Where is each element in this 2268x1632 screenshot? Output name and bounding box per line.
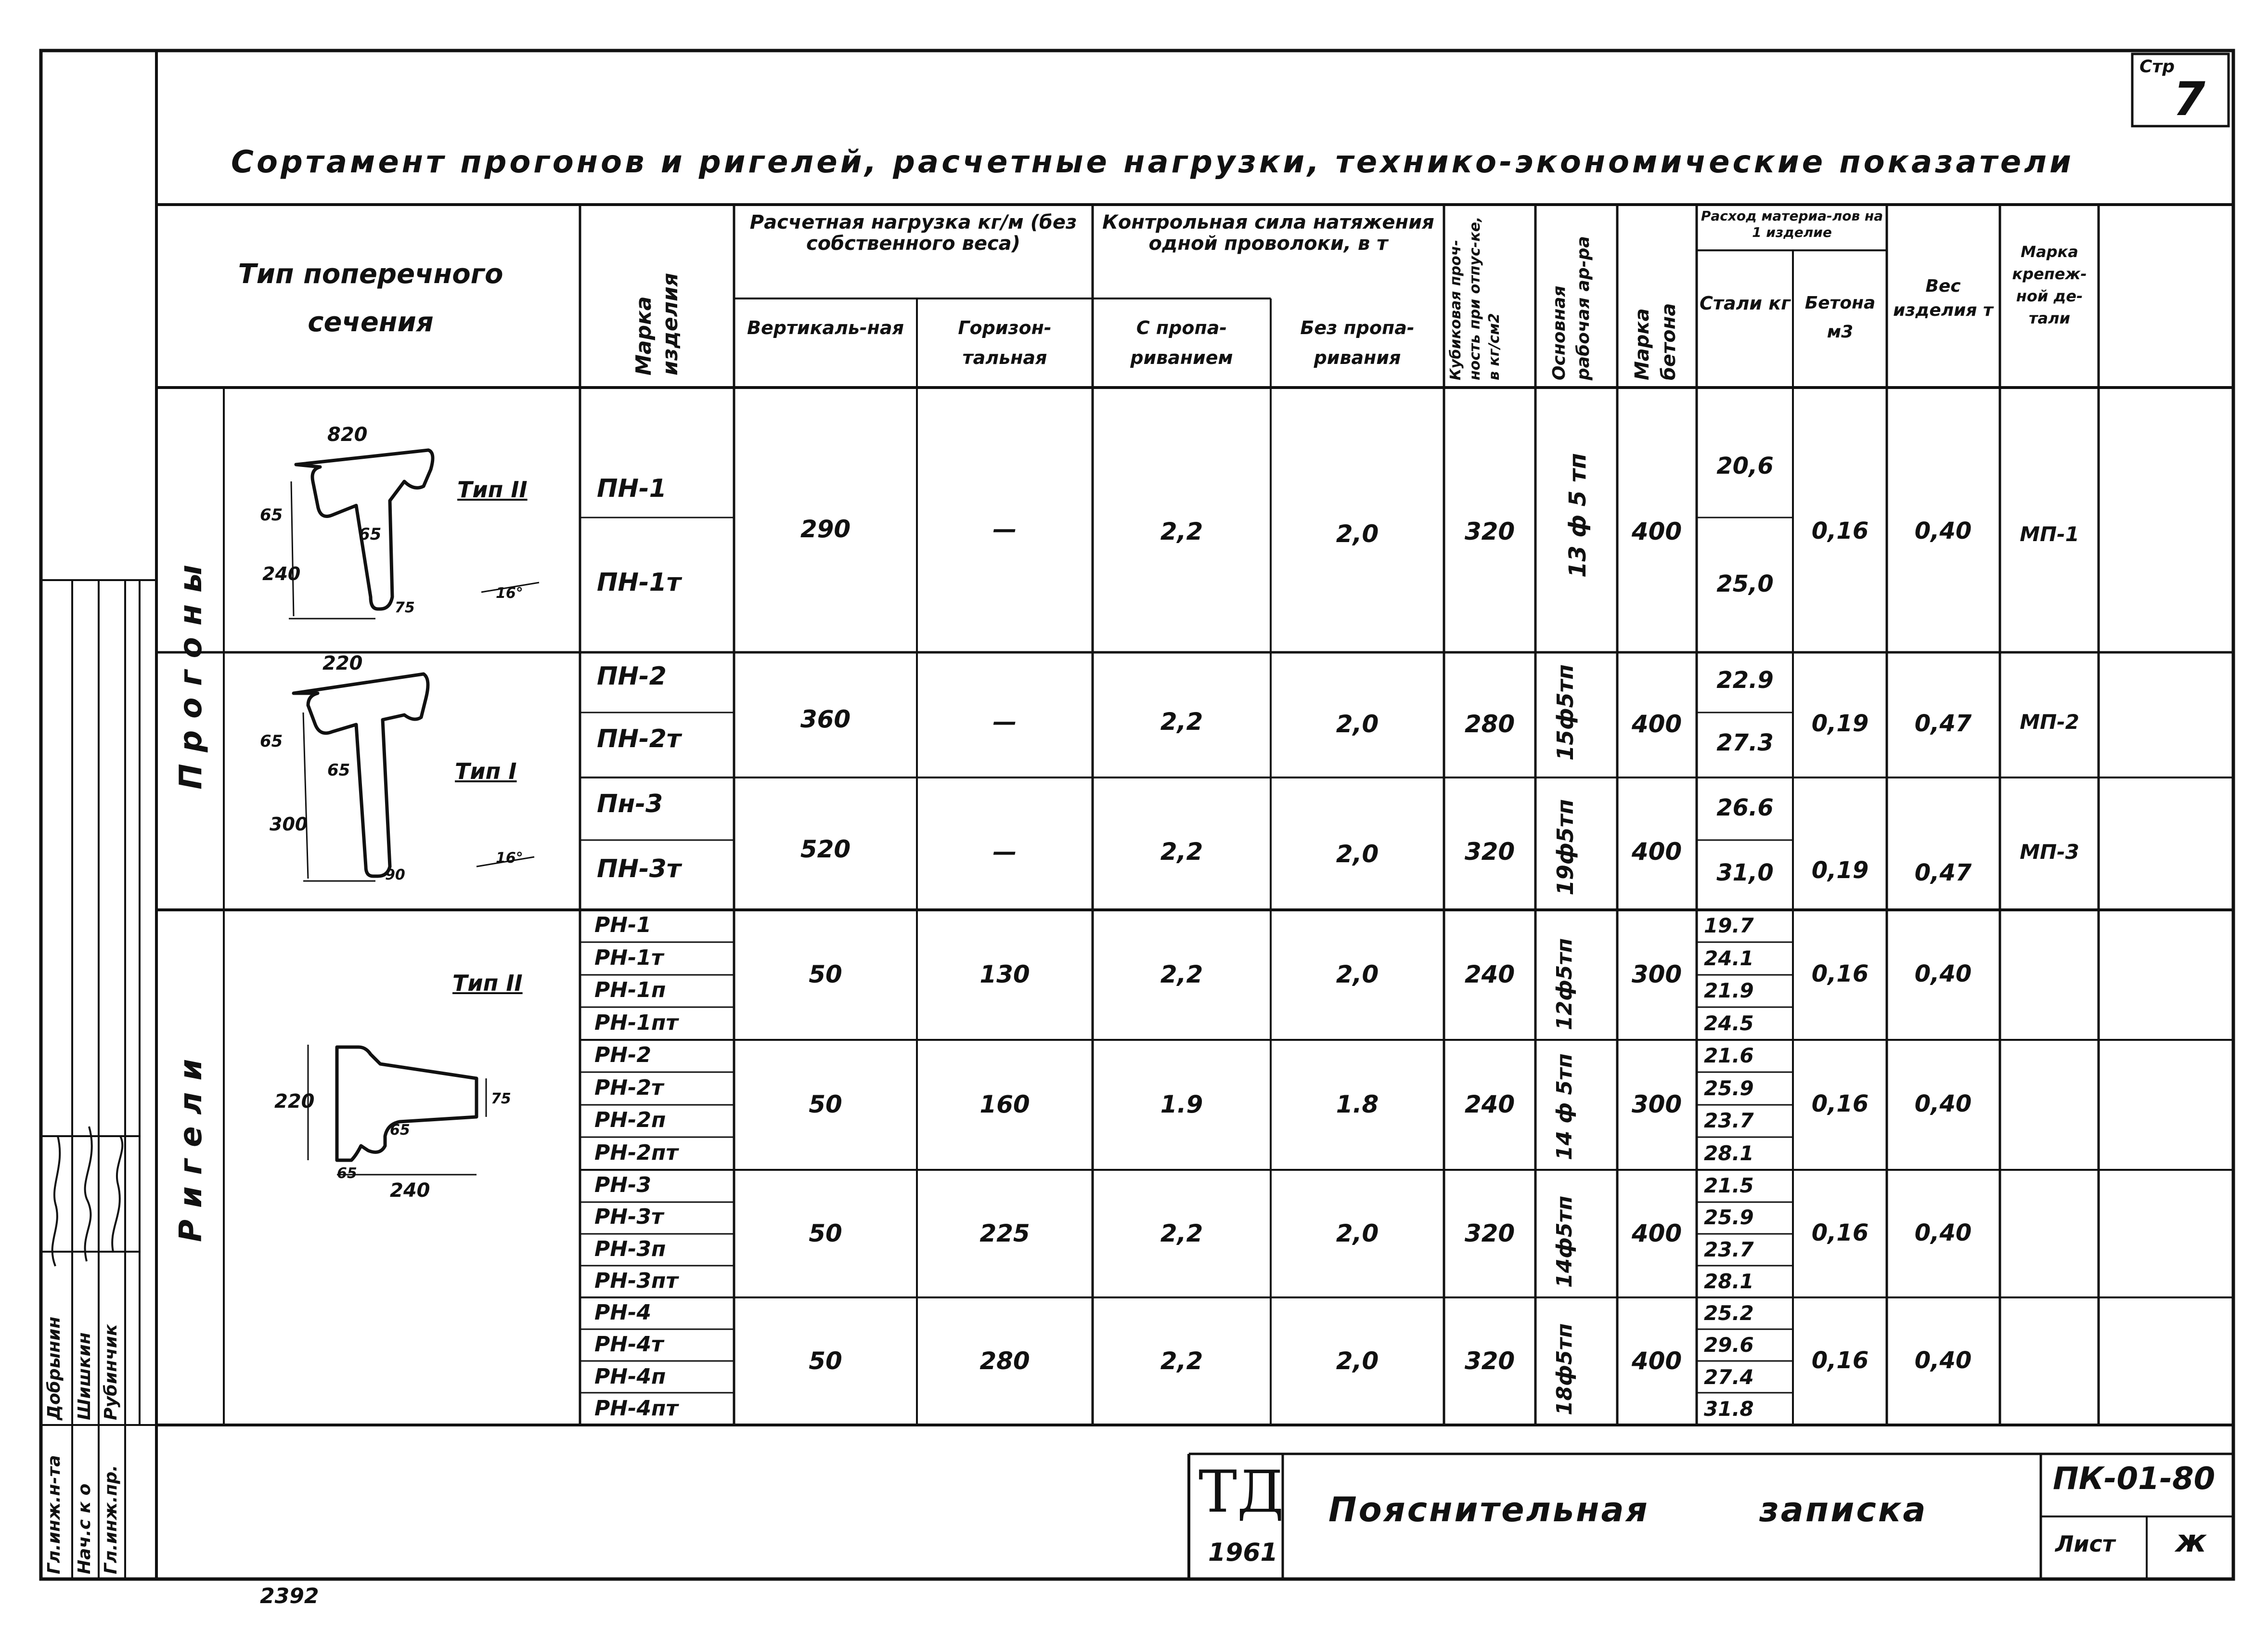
section-type-2b: Тип II — [452, 970, 523, 996]
header-materials: Расход материа-лов на 1 изделие — [1701, 208, 1883, 240]
pn3-horiz: — — [992, 838, 1017, 866]
pn2-without: 2,0 — [1336, 710, 1379, 738]
rn2-weight: 0,40 — [1914, 1090, 1972, 1117]
rn2-conc: 0,16 — [1811, 1090, 1869, 1117]
header-force-with: С пропа-риванием — [1130, 317, 1233, 368]
rn1-vert: 50 — [809, 960, 842, 988]
pn3-rebar: 19ф5тп — [1552, 799, 1578, 895]
mark-rn2-1: РН-2т — [594, 1075, 664, 1100]
pn1-cube: 320 — [1464, 518, 1515, 545]
dim-a-top: 820 — [327, 424, 368, 446]
mark-rn4-1: РН-4т — [594, 1332, 664, 1357]
section-type-1: Тип I — [455, 758, 517, 784]
rn2-vert: 50 — [809, 1090, 842, 1118]
mark-rn3-0: РН-3 — [594, 1173, 651, 1197]
pn3-without: 2,0 — [1336, 840, 1379, 868]
rn2-with: 1.9 — [1160, 1090, 1203, 1118]
mark-rn2-2: РН-2п — [594, 1108, 666, 1132]
header-concrete: Бетона м3 — [1804, 293, 1876, 342]
pn2-steel-0: 22.9 — [1716, 667, 1774, 694]
rn3-steel-1: 25.9 — [1704, 1205, 1754, 1230]
rn1-with: 2,2 — [1160, 960, 1203, 988]
stamp-role-1: Нач.с к о — [75, 1483, 94, 1574]
rn3-weight: 0,40 — [1914, 1219, 1972, 1246]
page-label: Стр — [2139, 57, 2175, 77]
rn3-steel-3: 28.1 — [1704, 1269, 1754, 1293]
rn1-rebar: 12ф5тп — [1552, 938, 1577, 1030]
mark-rn2-0: РН-2 — [594, 1043, 651, 1067]
pn1-horiz: — — [992, 515, 1017, 543]
rn4-horiz: 280 — [979, 1347, 1030, 1375]
stamp-signatures — [41, 1107, 156, 1281]
header-cube: Кубиковая проч-ность при отпус-ке, в кг/см2 — [1447, 216, 1503, 380]
rn3-cube: 320 — [1464, 1219, 1515, 1247]
rn2-rebar: 14 ф 5тп — [1552, 1053, 1577, 1160]
rn2-steel-2: 23.7 — [1704, 1109, 1754, 1132]
rn1-steel-3: 24.5 — [1704, 1011, 1754, 1035]
pn3-with: 2,2 — [1160, 838, 1203, 866]
pn1-weight: 0,40 — [1914, 518, 1972, 544]
dim-a-h: 240 — [262, 563, 301, 584]
group-purlins: Прогоны — [173, 553, 209, 790]
page-number: 7 — [2173, 72, 2205, 126]
rn1-cmark: 300 — [1631, 960, 1682, 988]
mark-rn3-2: РН-3п — [594, 1236, 666, 1261]
pn3-steel-0: 26.6 — [1716, 794, 1774, 821]
pn1-steel-0: 20,6 — [1716, 453, 1774, 479]
mark-pn3t: ПН-3т — [597, 855, 681, 883]
rn4-rebar: 18ф5тп — [1552, 1323, 1577, 1415]
title-block-sheet-label: Лист — [2055, 1531, 2115, 1557]
mark-rn1-3: РН-1пт — [594, 1010, 678, 1035]
pn2-rebar: 15ф5тп — [1552, 664, 1578, 761]
rn4-without: 2,0 — [1336, 1347, 1379, 1375]
pn1-steel-1: 25,0 — [1716, 570, 1774, 597]
mark-rn4-2: РН-4п — [594, 1364, 666, 1389]
mark-pn3: Пн-3 — [597, 790, 663, 818]
rn1-without: 2,0 — [1336, 960, 1379, 988]
rn1-steel-2: 21.9 — [1704, 979, 1754, 1002]
rn1-weight: 0,40 — [1914, 960, 1972, 987]
rn2-horiz: 160 — [979, 1090, 1030, 1118]
footer-number: 2392 — [260, 1584, 319, 1608]
dim-c-d1: 75 — [491, 1090, 511, 1107]
rn4-with: 2,2 — [1160, 1347, 1203, 1375]
pn1-vert: 290 — [800, 515, 851, 543]
mark-pn1: ПН-1 — [597, 474, 667, 503]
rn3-without: 2,0 — [1336, 1219, 1379, 1247]
rn2-steel-0: 21.6 — [1704, 1044, 1754, 1067]
pn2-horiz: — — [992, 708, 1017, 736]
title-block-sheet-mark: ж — [2176, 1524, 2206, 1559]
mark-rn4-0: РН-4 — [594, 1300, 651, 1325]
mark-rn3-3: РН-3пт — [594, 1268, 678, 1293]
pn3-cmark: 400 — [1631, 838, 1682, 866]
pn3-vert: 520 — [800, 835, 851, 863]
pn3-cube: 320 — [1464, 838, 1515, 866]
header-fixture: Марка крепеж-ной де-тали — [2012, 243, 2087, 327]
mark-rn1-2: РН-1п — [594, 978, 666, 1002]
pn1-with: 2,2 — [1160, 518, 1203, 545]
dim-b-h1: 65 — [260, 732, 283, 751]
rn1-steel-1: 24.1 — [1704, 946, 1754, 970]
rn3-vert: 50 — [809, 1219, 842, 1247]
rn4-cmark: 400 — [1631, 1347, 1682, 1375]
title-block-logo: ТД — [1198, 1459, 1284, 1526]
rn4-steel-2: 27.4 — [1704, 1365, 1754, 1389]
rn3-horiz: 225 — [979, 1219, 1030, 1247]
rn4-cube: 320 — [1464, 1347, 1515, 1375]
pn2-vert: 360 — [800, 705, 851, 733]
header-force-without: Без пропа-ривания — [1300, 317, 1415, 368]
pn1-without: 2,0 — [1336, 520, 1379, 548]
rn3-cmark: 400 — [1631, 1219, 1682, 1247]
header-load-vertical: Вертикаль-ная — [747, 317, 904, 338]
pn3-fix: МП-3 — [2020, 840, 2079, 864]
dim-a-ang: 16° — [496, 585, 523, 602]
header-section-type: Тип поперечного сечения — [238, 259, 503, 338]
mark-rn2-3: РН-2пт — [594, 1140, 678, 1165]
stamp-name-2: Рубинчик — [101, 1324, 121, 1420]
dim-c-b: 240 — [390, 1179, 430, 1202]
pn2-weight: 0,47 — [1914, 710, 1972, 737]
rn1-horiz: 130 — [979, 960, 1030, 988]
rn1-steel-0: 19.7 — [1704, 914, 1754, 937]
dim-a-b: 75 — [395, 599, 415, 616]
dim-b-b: 90 — [385, 867, 405, 883]
header-mark: Марка изделия — [631, 272, 683, 376]
dim-b-top: 220 — [322, 652, 363, 674]
rn4-steel-0: 25.2 — [1704, 1301, 1754, 1325]
page-title: Сортамент прогонов и ригелей, расчетные нагрузки, технико-экономические показатели — [231, 144, 2074, 180]
title-block-year: 1961 — [1208, 1538, 1278, 1567]
rn2-cube: 240 — [1464, 1090, 1515, 1118]
mark-rn3-1: РН-3т — [594, 1205, 664, 1230]
dim-b-h: 300 — [270, 814, 308, 835]
rn3-steel-2: 23.7 — [1704, 1237, 1754, 1261]
dim-c-h: 220 — [274, 1090, 315, 1113]
pn2-steel-1: 27.3 — [1716, 729, 1774, 756]
mark-rn1-0: РН-1 — [594, 913, 651, 937]
dim-a-h1: 65 — [260, 505, 283, 525]
header-steel: Стали кг — [1700, 293, 1791, 314]
pn3-conc: 0,19 — [1811, 857, 1869, 884]
mark-pn1t: ПН-1т — [597, 568, 681, 597]
dim-c-d2: 65 — [390, 1122, 410, 1139]
rn2-steel-3: 28.1 — [1704, 1141, 1754, 1165]
header-load: Расчетная нагрузка кг/м (без собственного веса) — [749, 211, 1077, 255]
rn4-vert: 50 — [809, 1347, 842, 1375]
mark-pn2: ПН-2 — [597, 662, 667, 691]
rn3-with: 2,2 — [1160, 1219, 1203, 1247]
header-force: Контрольная сила натяжения одной проволоки, в т — [1102, 211, 1434, 255]
rn3-steel-0: 21.5 — [1704, 1174, 1754, 1197]
pn1-conc: 0,16 — [1811, 518, 1869, 544]
section-type-2a: Тип II — [457, 477, 528, 503]
rn2-steel-1: 25.9 — [1704, 1076, 1754, 1100]
rn3-conc: 0,16 — [1811, 1219, 1869, 1246]
title-block-code: ПК-01-80 — [2053, 1461, 2216, 1497]
stamp-name-1: Шишкин — [75, 1332, 94, 1420]
pn2-cube: 280 — [1464, 710, 1515, 738]
rn1-cube: 240 — [1464, 960, 1515, 988]
dim-a-h2: 65 — [359, 525, 382, 544]
pn2-fix: МП-2 — [2020, 710, 2079, 734]
rn4-conc: 0,16 — [1811, 1347, 1869, 1374]
rn1-conc: 0,16 — [1811, 960, 1869, 987]
pn3-steel-1: 31,0 — [1716, 859, 1774, 886]
mark-pn2t: ПН-2т — [597, 725, 681, 753]
header-load-horizontal: Горизон-тальная — [958, 317, 1052, 368]
dim-b-h2: 65 — [327, 761, 350, 780]
pn2-with: 2,2 — [1160, 708, 1203, 736]
rn4-steel-1: 29.6 — [1704, 1333, 1754, 1357]
header-weight: Вес изделия т — [1893, 276, 1993, 320]
header-reinforcement: Основная рабочая ар-ра — [1549, 236, 1593, 380]
rn3-rebar: 14ф5тп — [1552, 1195, 1577, 1288]
rn4-steel-3: 31.8 — [1704, 1397, 1754, 1421]
dim-b-ang: 16° — [496, 850, 523, 867]
pn2-cmark: 400 — [1631, 710, 1682, 738]
rn2-cmark: 300 — [1631, 1090, 1682, 1118]
stamp-name-0: Добрынин — [44, 1316, 64, 1420]
dim-c-d3: 65 — [337, 1165, 357, 1182]
pn1-fix: МП-1 — [2020, 522, 2079, 546]
pn3-weight: 0,47 — [1914, 859, 1972, 886]
pn2-conc: 0,19 — [1811, 710, 1869, 737]
group-crossbars: Ригели — [173, 1047, 209, 1242]
rn4-weight: 0,40 — [1914, 1347, 1972, 1374]
mark-rn1-1: РН-1т — [594, 945, 664, 970]
mark-rn4-3: РН-4пт — [594, 1396, 678, 1421]
rn2-without: 1.8 — [1336, 1090, 1379, 1118]
stamp-role-2: Гл.инж.пр. — [101, 1465, 121, 1574]
header-concrete-mark: Марка бетона — [1631, 303, 1680, 380]
pn1-rebar: 13 ф 5 тп — [1564, 453, 1591, 578]
title-block-doc-name: Пояснительная записка — [1328, 1490, 1928, 1529]
stamp-role-0: Гл.инж.н-та — [44, 1455, 64, 1574]
pn1-cmark: 400 — [1631, 518, 1682, 545]
